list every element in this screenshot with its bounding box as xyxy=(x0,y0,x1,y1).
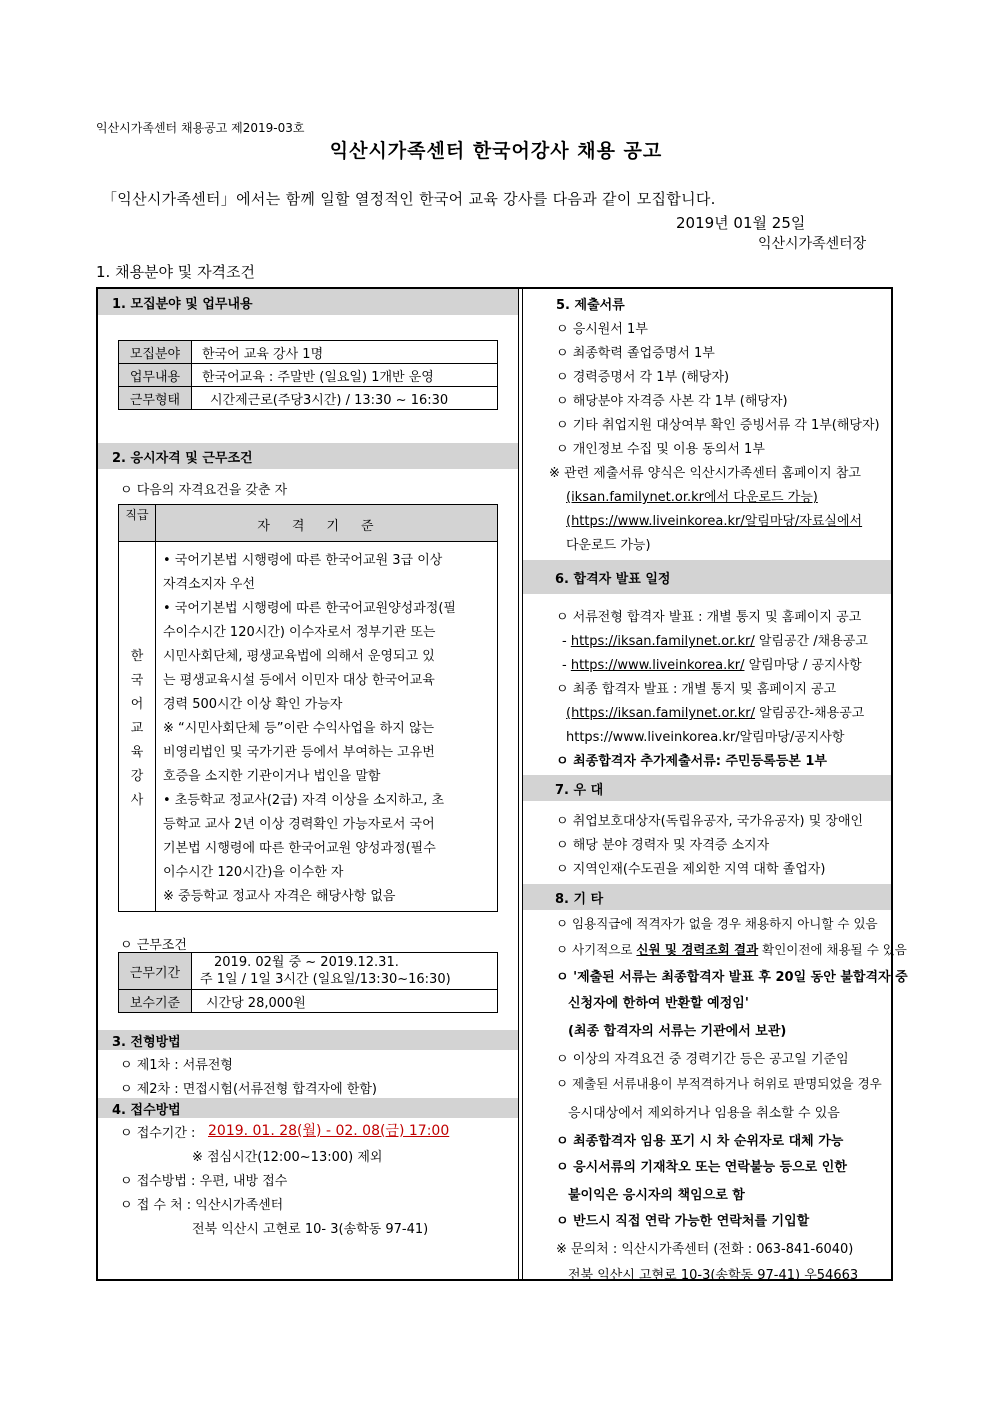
period-value: 2019. 02월 중 ~ 2019.12.31. 주 1일 / 1일 3시간 (일요일/13:30~16:30) xyxy=(192,953,498,990)
form-note: ※ 관련 제출서류 양식은 익산시가족센터 홈페이지 참고 xyxy=(549,466,861,481)
duty-value: 한국어교육 : 주말반 (일요일) 1개반 운영 xyxy=(192,364,498,387)
other-item: ㅇ 응시서류의 기재착오 또는 연락불능 등으로 인한 xyxy=(556,1160,847,1175)
other-item: ㅇ 임용직급에 적격자가 없을 경우 채용하지 아니할 수 있음 xyxy=(556,916,878,931)
intro-text: 「익산시가족센터」에서는 함께 일할 열정적인 한국어 교육 강사를 다음과 같이 모집합니다. xyxy=(102,190,716,208)
other-item-cont: 응시대상에서 제외하거나 임용을 취소할 수 있음 xyxy=(568,1106,840,1121)
criteria-line: 자격소지자 우선 xyxy=(163,577,256,592)
other-item: ㅇ '제출된 서류는 최종합격자 발표 후 20일 동안 불합격자 중 xyxy=(556,970,908,985)
liveinkorea-link[interactable]: https://www.liveinkorea.kr/ xyxy=(570,658,745,673)
doc-item: ㅇ 최종학력 졸업증명서 1부 xyxy=(556,346,715,361)
other-item-background: ㅇ 사기적으로 신원 및 경력조회 결과 확인이전에 채용될 수 있음 xyxy=(556,942,907,957)
section1-heading: 1. 모집분야 및 업무내용 xyxy=(98,289,518,315)
contact-info: ※ 문의처 : 익산시가족센터 (전화 : 063-841-6040) xyxy=(556,1242,854,1257)
preference-item: ㅇ 해당 분야 경력자 및 자격증 소지자 xyxy=(556,838,770,853)
organization-name: 익산시가족센터장 xyxy=(758,236,867,252)
criteria-line: 비영리법인 및 국가기관 등에서 부여하는 고유번 xyxy=(163,745,435,760)
preference-item: ㅇ 취업보호대상자(독립유공자, 국가유공자) 및 장애인 xyxy=(556,814,864,829)
period-label: 근무기간 xyxy=(119,953,192,990)
form-note-end: 다운로드 가능) xyxy=(566,538,651,553)
application-address: 전북 익산시 고현로 10- 3(송학동 97-41) xyxy=(192,1222,429,1237)
preference-item: ㅇ 지역인재(수도권을 제외한 지역 대학 졸업자) xyxy=(556,862,826,877)
announce-final: ㅇ 최종 합격자 발표 : 개별 통지 및 홈페이지 공고 xyxy=(556,682,837,697)
criteria-line: ※ “시민사회단체 등”이란 수익사업을 하지 않는 xyxy=(163,721,435,736)
notice-date: 2019년 01월 25일 xyxy=(676,214,806,232)
application-method: ㅇ 접수방법 : 우편, 내방 접수 xyxy=(120,1174,288,1189)
qualification-intro: ㅇ 다음의 자격요건을 갖춘 자 xyxy=(120,483,288,498)
other-item-cont: (최종 합격자의 서류는 기관에서 보관) xyxy=(568,1024,787,1039)
recruit-table xyxy=(118,340,498,410)
qualification-table xyxy=(118,504,498,912)
recruit-label: 모집분야 xyxy=(119,341,192,364)
other-item: ㅇ 반드시 직접 연락 가능한 연락처를 기입할 xyxy=(556,1214,810,1229)
criteria-line: 는 평생교육시설 등에서 이민자 대상 한국어교육 xyxy=(163,673,435,688)
application-period-value: 2019. 01. 28(월) - 02. 08(금) 17:00 xyxy=(208,1123,450,1139)
job-column-header: 직급 xyxy=(125,508,149,522)
criteria-line: 시민사회단체, 평생교육법에 의해서 운영되고 있 xyxy=(163,649,435,664)
application-period-label: ㅇ 접수기간 : xyxy=(120,1126,196,1141)
contact-address: 전북 익산시 고현로 10-3(송학동 97-41) 우54663 xyxy=(568,1268,859,1283)
criteria-line: 호증을 소지한 기관이거나 법인을 말함 xyxy=(163,769,381,784)
pay-label: 보수기준 xyxy=(119,990,192,1013)
section2-heading: 2. 응시자격 및 근무조건 xyxy=(98,443,518,469)
recruit-value: 한국어 교육 강사 1명 xyxy=(192,341,498,364)
lunch-note: ※ 점심시간(12:00~13:00) 제외 xyxy=(192,1150,383,1165)
doc-item: ㅇ 응시원서 1부 xyxy=(556,322,648,337)
doc-item: ㅇ 개인정보 수집 및 이용 동의서 1부 xyxy=(556,442,765,457)
criteria-line: 등학교 교사 2년 이상 경력확인 가능자로서 국어 xyxy=(163,817,435,832)
other-item: ㅇ 제출된 서류내용이 부적격하거나 허위로 판명되었을 경우 xyxy=(556,1076,882,1091)
job-name: 한 국 어 교 육 강 사 xyxy=(130,649,144,808)
criteria-line: 경력 500시간 이상 확인 가능자 xyxy=(163,697,343,712)
announce-link-row: - https://www.liveinkorea.kr/ 알림마당 / 공지사항 xyxy=(562,658,862,673)
condition-table xyxy=(118,952,498,1013)
application-place: ㅇ 접 수 처 : 익산시가족센터 xyxy=(120,1198,284,1213)
selection-step-2: ㅇ 제2차 : 면접시험(서류전형 합격자에 한함) xyxy=(120,1082,377,1097)
criteria-line: • 국어기본법 시행령에 따른 한국어교원 3급 이상 xyxy=(163,553,443,568)
doc-item: ㅇ 기타 취업지원 대상여부 확인 증빙서류 각 1부(해당자) xyxy=(556,418,880,433)
section5-heading: 5. 제출서류 xyxy=(556,298,625,313)
section-title: 1. 채용분야 및 자격조건 xyxy=(96,263,256,281)
announce-link-row: (https://iksan.familynet.or.kr/ 알림공간-채용공고 xyxy=(566,706,865,721)
doc-item: ㅇ 경력증명서 각 1부 (해당자) xyxy=(556,370,730,385)
criteria-line: 기본법 시행령에 따른 한국어교원 양성과정(필수 xyxy=(163,841,436,856)
other-item: ㅇ 이상의 자격요건 중 경력기간 등은 공고일 기준임 xyxy=(556,1052,849,1067)
page-title: 익산시가족센터 한국어강사 채용 공고 xyxy=(329,140,663,162)
column-divider xyxy=(518,287,519,1281)
liveinkorea-notice-link[interactable]: https://www.liveinkorea.kr/알림마당/공지사항 xyxy=(566,730,845,745)
section6-heading: 6. 합격자 발표 일정 xyxy=(523,560,891,594)
notice-number: 익산시가족센터 채용공고 제2019-03호 xyxy=(96,121,305,135)
other-item: ㅇ 최종합격자 임용 포기 시 차 순위자로 대체 가능 xyxy=(556,1134,844,1149)
doc-item: ㅇ 해당분야 자격증 사본 각 1부 (해당자) xyxy=(556,394,788,409)
final-extra-docs: ㅇ 최종합격자 추가제출서류: 주민등록등본 1부 xyxy=(556,754,827,769)
announce-link-row: - https://iksan.familynet.or.kr/ 알림공간 /채용공고 xyxy=(562,634,868,649)
section3-heading: 3. 전형방법 xyxy=(98,1030,518,1050)
criteria-line: 수이수시간 120시간) 이수자로서 정부기관 또는 xyxy=(163,625,436,640)
criteria-line: 이수시간 120시간)을 이수한 자 xyxy=(163,865,344,880)
worktype-label: 근무형태 xyxy=(119,387,192,410)
familynet-link-2[interactable]: (https://iksan.familynet.or.kr/ xyxy=(566,706,756,721)
familynet-download-link[interactable]: (iksan.familynet.or.kr에서 다운로드 가능) xyxy=(566,490,818,505)
pay-value: 시간당 28,000원 xyxy=(192,990,498,1013)
condition-label: ㅇ 근무조건 xyxy=(120,938,187,953)
announce-doc: ㅇ 서류전형 합격자 발표 : 개별 통지 및 홈페이지 공고 xyxy=(556,610,862,625)
criteria-column-header: 자격기준 xyxy=(257,519,396,534)
familynet-link[interactable]: https://iksan.familynet.or.kr/ xyxy=(570,634,755,649)
other-item-cont: 신청자에 한하여 반환할 예정임' xyxy=(568,996,749,1011)
section8-heading: 8. 기 타 xyxy=(523,884,891,910)
duty-label: 업무내용 xyxy=(119,364,192,387)
worktype-value: 시간제근로(주당3시간) / 13:30 ~ 16:30 xyxy=(192,387,498,410)
section4-heading: 4. 접수방법 xyxy=(98,1098,518,1118)
criteria-line: • 국어기본법 시행령에 따른 한국어교원양성과정(필 xyxy=(163,601,456,616)
criteria-line: • 초등학교 정교사(2급) 자격 이상을 소지하고, 초 xyxy=(163,793,445,808)
section7-heading: 7. 우 대 xyxy=(523,775,891,801)
selection-step-1: ㅇ 제1차 : 서류전형 xyxy=(120,1058,233,1073)
other-item-cont: 불이익은 응시자의 책임으로 함 xyxy=(568,1188,745,1203)
criteria-line: ※ 중등학교 정교사 자격은 해당사항 없음 xyxy=(163,889,396,904)
liveinkorea-download-link[interactable]: (https://www.liveinkorea.kr/알림마당/자료실에서 xyxy=(566,514,863,529)
